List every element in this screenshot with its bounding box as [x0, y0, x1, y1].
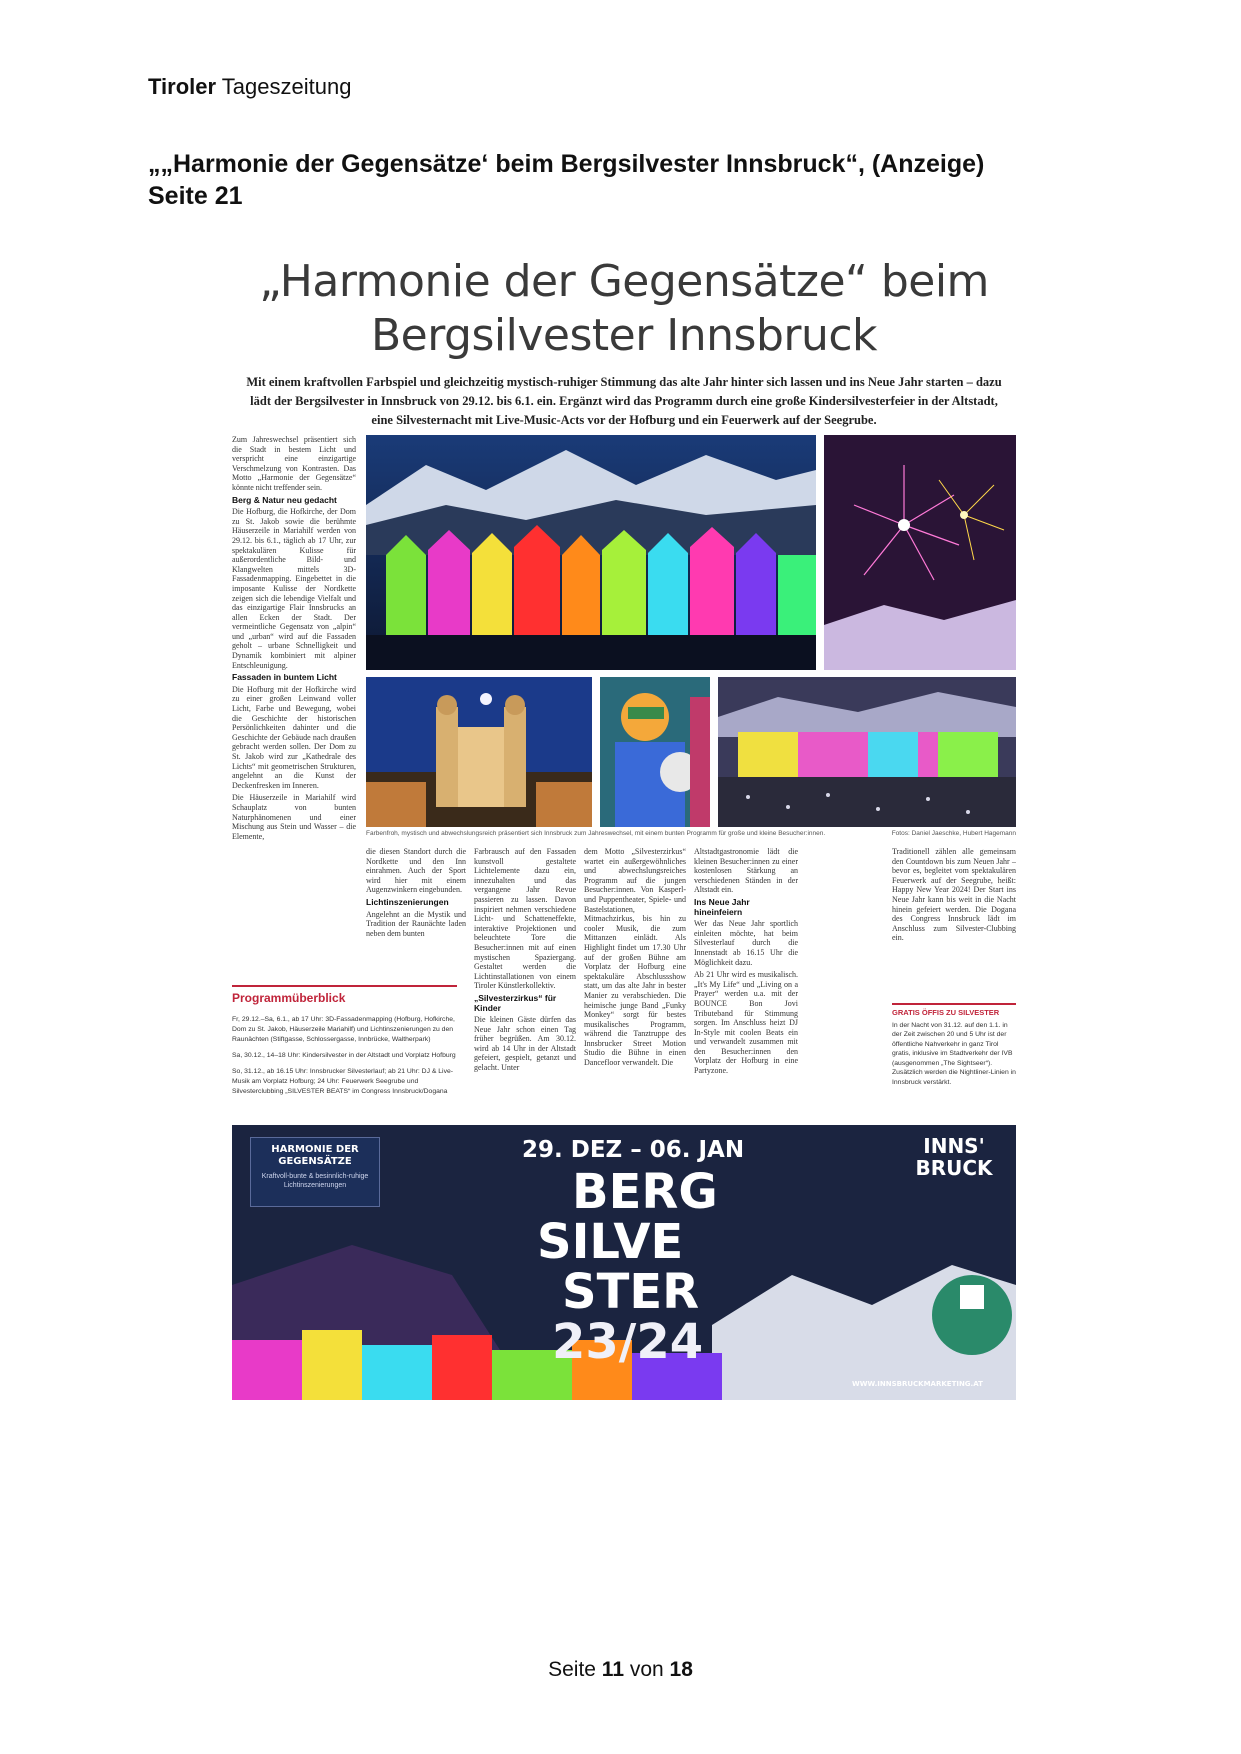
col3-paragraph-2: Die kleinen Gäste dürfen das Neue Jahr schon einen Tag früher begrüßen. Am 30.12. wird ab 14 Uhr in der Altstadt gefeiert, gespielt, getanzt und gelacht. Unter: [474, 1015, 576, 1073]
footer-prefix: Seite: [548, 1658, 602, 1681]
col4-paragraph-1: dem Motto „Silvesterzirkus“ wartet ein außergewöhnliches und abwechslungsreiches Programm auf die jungen Besucher:innen. Von Kasperl- und Puppentheater, Spiele- und Bastelstationen, Mitmachzirkus, bis hin zu cooler Musik, die zum Mittanzen einlädt. Als Highlight findet um 17.30 Uhr auf der großen Bühne am Vorplatz der Hofburg eine spektakuläre Abschlussshow statt, um das alte Jahr in bester Manier zu verabschieden. Die heimische junge Band „Funky Monkey“ sorgt für bestes musikalisches Programm, während die Tanztruppe des Innsbrucker Street Motion Studio die Bühne in einen Dancefloor verwandelt. Die: [584, 847, 686, 1068]
col3-subheading-1: „Silvesterzirkus“ für Kinder: [474, 992, 557, 1013]
article-column-2: [366, 847, 466, 977]
col1-paragraph-3: Die Häuserzeile in Mariahilf wird Schauplatz von bunten Naturphänomenen und einer Mischung aus Stein und Wasser – die Elemente,: [232, 793, 356, 841]
banner-ster: STER: [562, 1264, 700, 1320]
photo-dom-st-jakob: [366, 677, 592, 827]
col1-intro: Zum Jahreswechsel präsentiert sich die Stadt in bestem Licht und verspricht eine einzigartige Verschmelzung von Kontrasten. Das Motto „Harmonie der Gegensätze“ könnte nicht treffender sein.: [232, 435, 356, 492]
clipping-headline-line1: „Harmonie der Gegensätze“ beim: [259, 256, 989, 307]
photo-child-winter: [600, 677, 710, 827]
page-footer: [0, 1658, 1241, 1682]
clipping-headline-line2: Bergsilvester Innsbruck: [370, 310, 878, 361]
gratis-text: In der Nacht von 31.12. auf den 1.1. in der Zeit zwischen 20 und 5 Uhr ist der öffentliche Nahverkehr in ganz Tirol gratis, inklusive im Stadtverkehr der IVB (ausgenommen „The Sightseer“). Zusätzlich werden die Nightliner-Linien in Innsbruck verstärkt.: [892, 1021, 1016, 1086]
col5-subheading-1: Ins Neue Jahr hineinfeiern: [694, 896, 750, 917]
col5-paragraph-1: Altstadtgastronomie lädt die kleinen Besucher:innen zu einer kostenlosen Stärkung an verschiedenen Ständen in der Altstadt ein.: [694, 847, 798, 895]
banner-motto-box: [250, 1137, 380, 1207]
banner-dates: 29. DEZ – 06. JAN: [522, 1137, 745, 1163]
program-item-2: Sa, 30.12., 14–18 Uhr: Kindersilvester in der Altstadt und Vorplatz Hofburg: [232, 1052, 456, 1059]
program-title: Programmüberblick: [232, 985, 457, 1005]
clipping-headline: [232, 255, 1016, 363]
banner-year: 23/24: [552, 1314, 704, 1370]
banner-motto-sub: Kraftvoll-bunte & besinnlich-ruhige Lichtinszenierungen: [261, 1173, 369, 1189]
col1-subheading-1: Berg & Natur neu gedacht: [232, 494, 337, 505]
col2-subheading-1: Lichtinszenierungen: [366, 896, 449, 907]
article-column-5: [694, 847, 798, 1112]
col5-paragraph-3: Ab 21 Uhr wird es musikalisch. „It's My Life“ und „Living on a Prayer“ werden u.a. mit der BOUNCE Bon Jovi Tributeband für Stimmung sorgen. Im Anschluss heizt DJ In-Style mit coolen Beats ein und verwandelt zusammen mit den Besucher:innen den Vorplatz der Hofburg in eine Partyzone.: [694, 970, 798, 1076]
document-title-line2: Seite 21: [148, 182, 243, 210]
photo-credit: Fotos: Daniel Jaeschke, Hubert Hagemann: [891, 830, 1016, 837]
document-title-line1: „„Harmonie der Gegensätze‘ beim Bergsilvester Innsbruck“, (Anzeige): [148, 150, 985, 178]
col2-paragraph-1: die diesen Standort durch die Nordkette und den Inn einrahmen. Auch der Sport wird hier mit einem Augenzwinkern eingebunden.: [366, 847, 466, 895]
source-rest: Tageszeitung: [216, 74, 352, 99]
source-name: [148, 74, 351, 100]
footer-page: 11: [601, 1658, 624, 1681]
article-column-6: [892, 847, 1016, 997]
ad-banner: [232, 1125, 1016, 1400]
gratis-title: GRATIS ÖFFIS ZU SILVESTER: [892, 1003, 1016, 1018]
document-title: [148, 148, 1108, 212]
photo-fireworks: [824, 435, 1016, 670]
photo-caption: [366, 830, 1016, 837]
source-bold: Tiroler: [148, 74, 217, 99]
col1-paragraph-2: Die Hofburg mit der Hofkirche wird zu einer großen Leinwand voller Licht, Farbe und Bewegung, wobei die Geschichte der historischen Persönlichkeiten dahinter und die Geschichte der Gebäude nach draußen gebracht werden sollen. Der Dom zu St. Jakob wird zur „Kathedrale des Lichts“ mit geometrischen Strukturen, angelehnt an die Kunst der Deckenfresken im Inneren.: [232, 684, 356, 790]
photo-caption-text: Farbenfroh, mystisch und abwechslungsreich präsentiert sich Innsbruck zum Jahreswechsel, mit einem bunten Programm für große und kleine Besucher:innen.: [366, 830, 826, 837]
col5-paragraph-2: Wer das Neue Jahr sportlich einleiten möchte, hat beim Silvesterlauf durch die Innenstadt ab 16.15 Uhr die Möglichkeit dazu.: [694, 919, 798, 967]
article-column-4: [584, 847, 686, 1112]
col1-subheading-2: Fassaden in buntem Licht: [232, 672, 337, 683]
col1-paragraph-1: Die Hofburg, die Hofkirche, der Dom zu St. Jakob sowie die berühmte Häuserzeile in Mariahilf werden von 29.12. bis 6.1., täglich ab 17 Uhr, zur spektakulären Kulisse für außerordentliche Bild- und Klangwelten mittels 3D-Fassadenmapping. Eingebettet in die imposante Kulisse der Nordkette zeigen sich die lebendige Vielfalt und das einzigartige Flair Innsbrucks an allen Ecken der Stadt. Der vermeintliche Gegensatz von „alpin“ und „urban“ wird auf die Fassaden geholt – urbane Schnelligkeit und Dynamik kombiniert mit alpiner Entschleunigung.: [232, 507, 356, 670]
footer-total: 18: [669, 1658, 693, 1681]
gratis-box: [892, 1003, 1016, 1087]
banner-motto-title: HARMONIE DER GEGENSÄTZE: [271, 1144, 359, 1167]
newspaper-clipping: [232, 255, 1016, 1405]
banner-berg: BERG: [572, 1164, 718, 1220]
clipping-lead: Mit einem kraftvollen Farbspiel und gleichzeitig mystisch-ruhiger Stimmung das alte Jahr hinter sich lassen und ins Neue Jahr starten – dazu lädt der Bergsilvester in Innsbruck von 29.12. bis 6.1. ein. Ergänzt wird das Programm durch eine große Kindersilvesterfeier in der Altstadt, eine Silvesternacht mit Live-Music-Acts vor der Hofburg und ein Feuerwerk auf der Seegrube.: [246, 375, 1002, 427]
article-column-3: [474, 847, 576, 1112]
program-list: [232, 1015, 457, 1103]
footer-middle: von: [624, 1658, 670, 1681]
col3-paragraph-1: Farbrausch auf den Fassaden kunstvoll gestaltete Lichtelemente dazu ein, innezuhalten und das vergangene Jahr Revue passieren zu lassen. Davon inspiriert nehmen verschiedene Licht- und Schatteneffekte, interaktive Projektionen und beleuchtete Tore die Besucher:innen mit auf einen mystischen Spaziergang. Gestaltet werden die Lichtinstallationen von einem Tiroler Künstlerkollektiv.: [474, 847, 576, 991]
banner-logo: INNS' BRUCK: [915, 1134, 993, 1180]
banner-url: WWW.INNSBRUCKMARKETING.AT: [852, 1380, 983, 1388]
program-item-3: So, 31.12., ab 16.15 Uhr: Innsbrucker Silvesterlauf; ab 21 Uhr: DJ & Live-Musik am Vorplatz Hofburg; 24 Uhr: Feuerwerk Seegrube und Silvesterclubbing „SILVESTER BEATS“ im Congress Innsbruck/Dogana: [232, 1068, 454, 1095]
col6-paragraph-1: Traditionell zählen alle gemeinsam den Countdown bis zum Neuen Jahr – bevor es, begleitet vom spektakulären Feuerwerk auf der Seegrube, heißt: Happy New Year 2024! Der Start ins Neue Jahr kann bis weit in die Nacht hinein gefeiert werden. Die Dogana des Congress Innsbruck lädt im Anschluss zum Silvester-Clubbing ein.: [892, 847, 1016, 943]
col2-paragraph-2: Angelehnt an die Mystik und Tradition der Raunächte laden neben dem bunten: [366, 909, 466, 938]
program-item-1: Fr, 29.12.–Sa, 6.1., ab 17 Uhr: 3D-Fassadenmapping (Hofburg, Hofkirche, Dom zu St. Jakob, Häuserzeile Mariahilf) und Lichtinszenierungen zu den Raunächten (Stiftgasse, Schlossergasse, Innbrücke, Waltherpark): [232, 1016, 455, 1043]
photo-mariahilf-houses: [366, 435, 816, 670]
article-column-1: [232, 435, 356, 980]
banner-silve: SILVE: [537, 1214, 684, 1270]
photo-hofburg-crowd: [718, 677, 1016, 827]
